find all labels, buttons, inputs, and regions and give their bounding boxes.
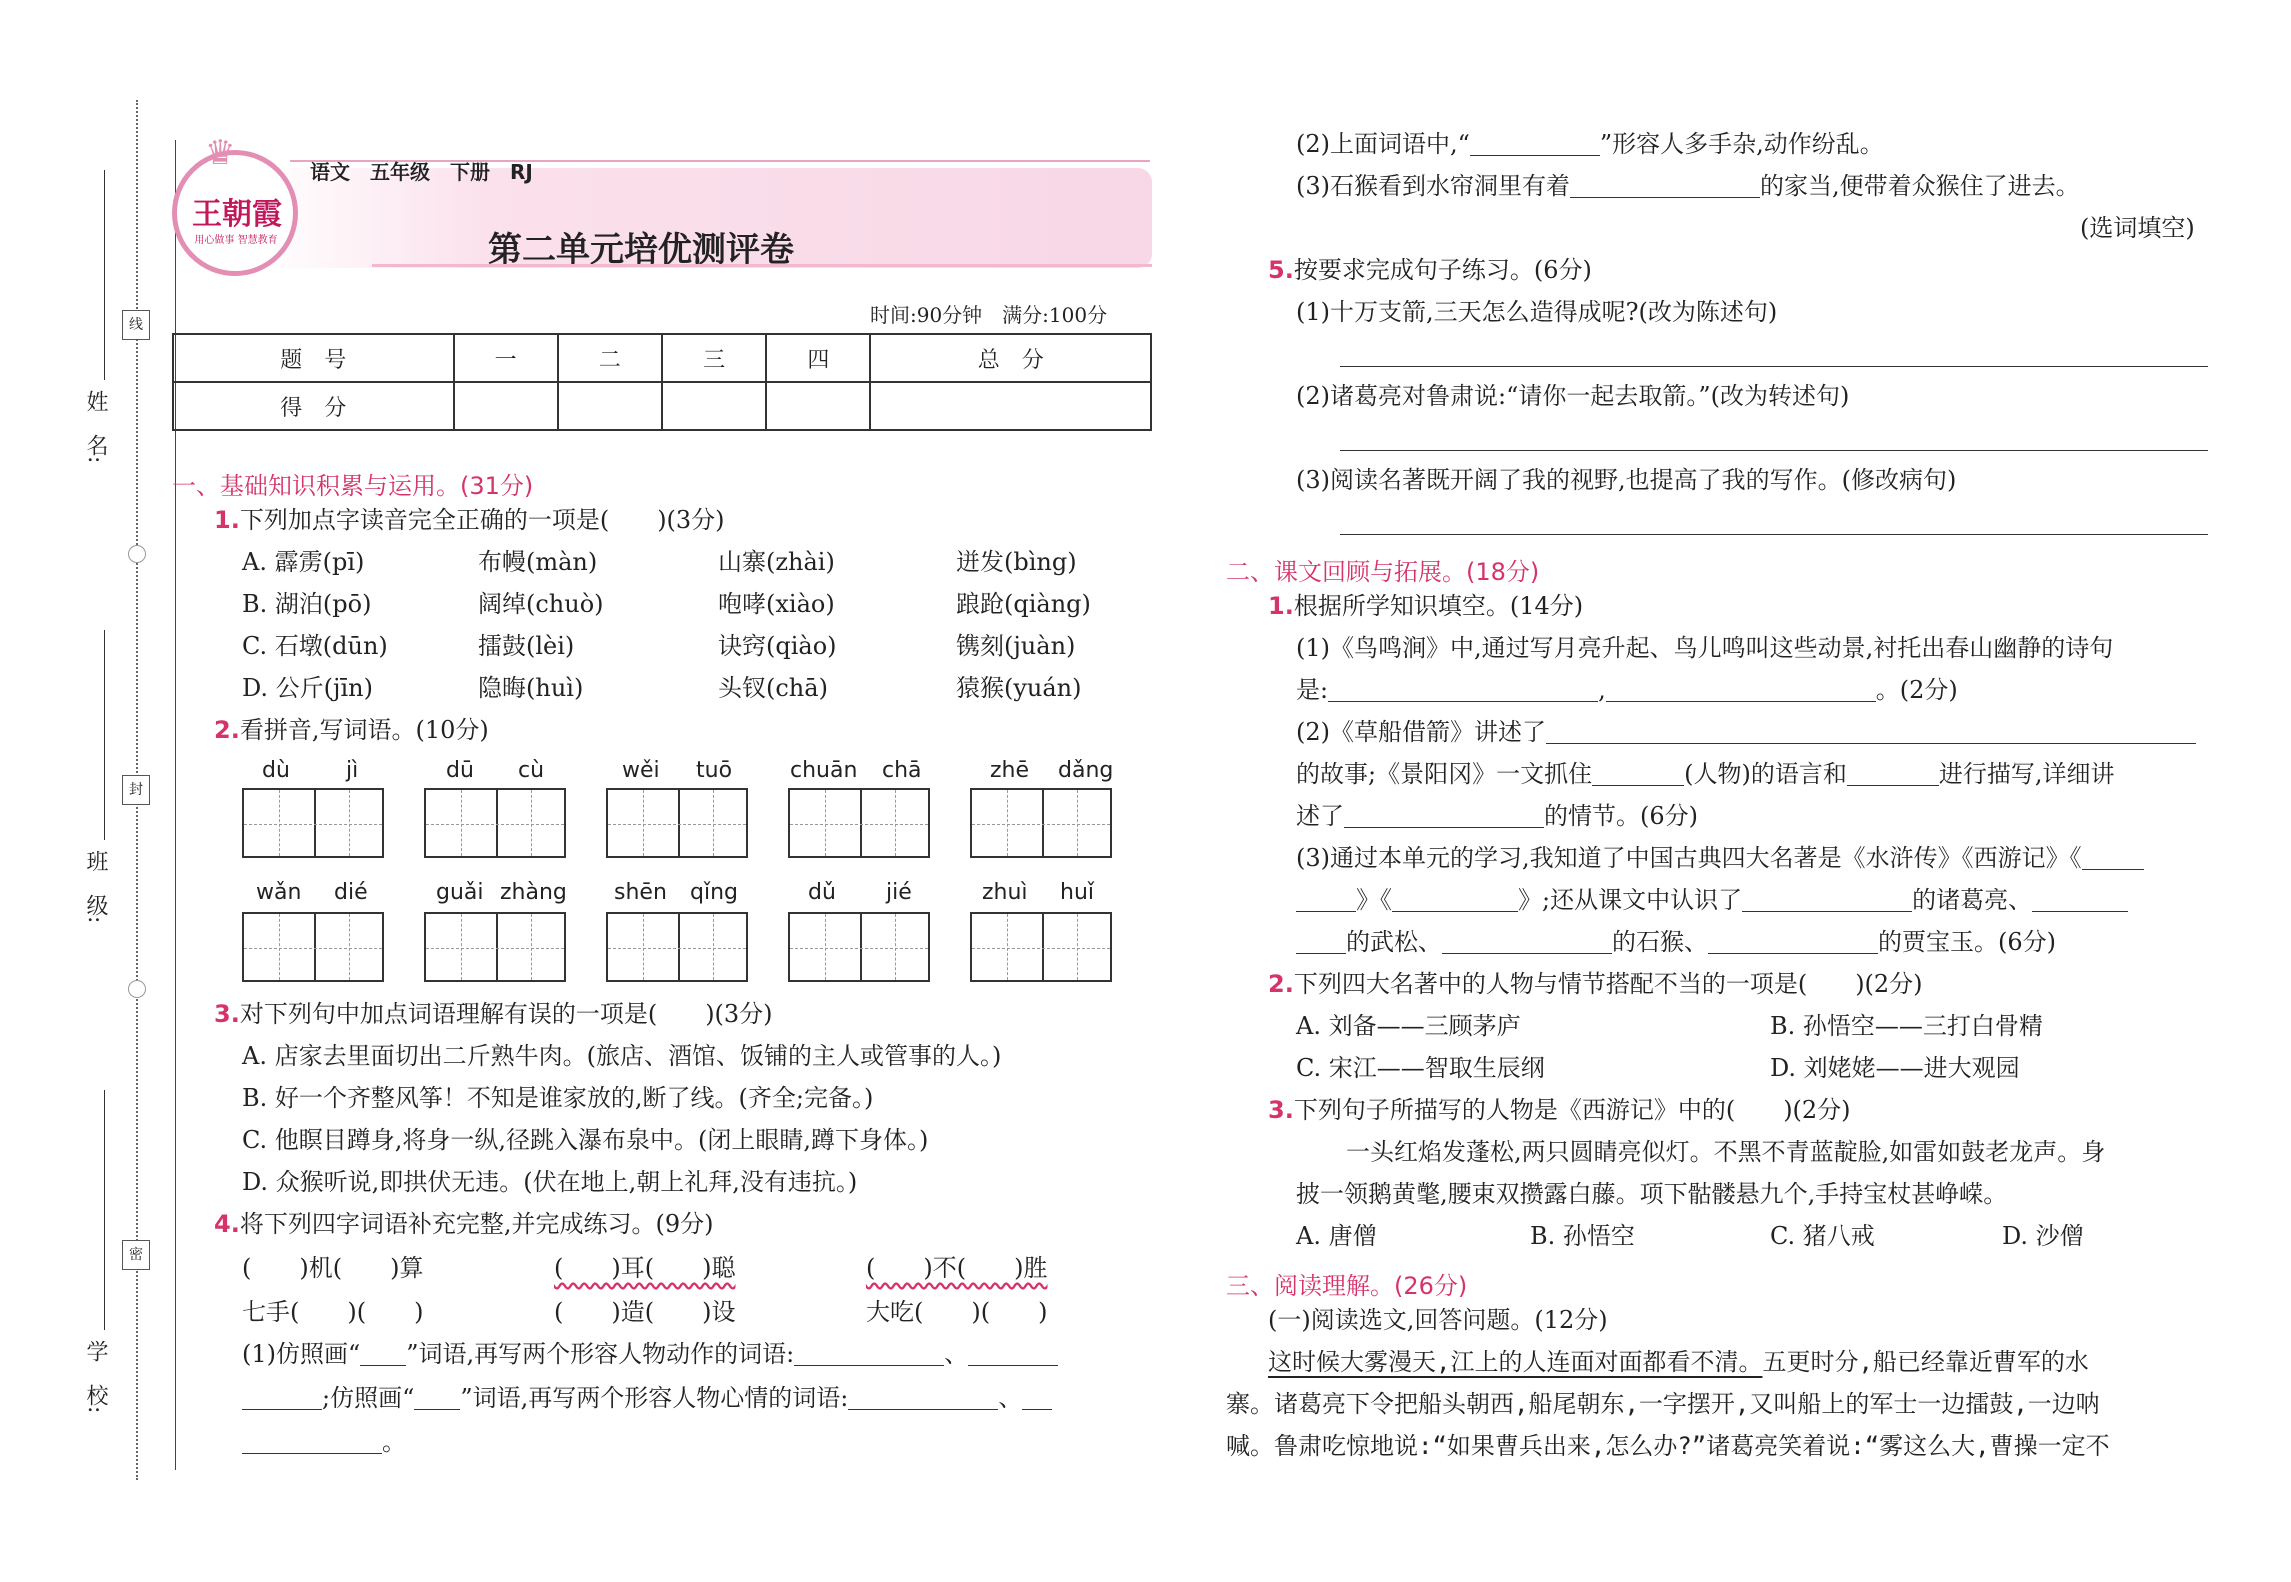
q1-option: 镌刻(juàn) (956, 632, 1076, 660)
s2-q1-p3b: 》《 》;还从课文中认识了 的诸葛亮、 (1296, 888, 2128, 912)
s2-q1-p3c: 的武松、 的石猴、 的贾宝玉。(6分) (1296, 930, 2056, 954)
pinyin: guǎi (436, 880, 484, 905)
answer-line[interactable] (1340, 366, 2208, 367)
answer-blank[interactable] (1742, 889, 1912, 912)
q1-option-c[interactable]: C. 石墩(dūn) (242, 632, 388, 660)
s2-q1-prompt: 1.根据所学知识填空。(14分) (1268, 592, 1584, 620)
q4-sub2-end: 。 (242, 1430, 406, 1454)
q2-prompt: 2.看拼音,写词语。(10分) (214, 716, 489, 744)
q4-prompt: 4.将下列四字词语补充完整,并完成练习。(9分) (214, 1210, 714, 1238)
answer-blank[interactable] (1392, 889, 1518, 912)
q1-option: 踉跄(qiàng) (956, 590, 1091, 618)
q1-option-b[interactable]: B. 湖泊(pō) (242, 590, 372, 618)
writing-grid[interactable] (788, 912, 930, 982)
score-header: 题 号 (173, 334, 454, 382)
idiom-blank[interactable]: ( )机( )算 (242, 1254, 424, 1282)
idiom-blank[interactable]: ( )造( )设 (554, 1298, 736, 1326)
score-header: 总 分 (870, 334, 1151, 382)
time-info: 时间:90分钟 满分:100分 (870, 303, 1108, 327)
q3-option-d[interactable]: D. 众猴听说,即拱伏无违。(伏在地上,朝上礼拜,没有违抗。) (242, 1168, 858, 1196)
writing-grid[interactable] (970, 788, 1112, 858)
q1-option: 咆哮(xiào) (718, 590, 835, 618)
pinyin: zhàng (500, 880, 567, 905)
q3-option-c[interactable]: C. 他瞑目蹲身,将身一纵,径跳入瀑布泉中。(闭上眼睛,蹲下身体。) (242, 1126, 929, 1154)
pinyin: zhē (990, 758, 1030, 783)
s2-q3-option-c[interactable]: C. 猪八戒 (1770, 1222, 1875, 1250)
page-title: 第二单元培优测评卷 (488, 230, 794, 270)
idiom-blank[interactable]: ( )不( )胜 (866, 1254, 1048, 1282)
school-label: 学 校: (83, 1340, 108, 1414)
pinyin: tuō (696, 758, 733, 783)
passage-line: 喊。鲁肃吃惊地说:“如果曹兵出来,怎么办?”诸葛亮笑着说:“雾这么大,曹操一定不 (1226, 1432, 2110, 1460)
q1-option: 猿猴(yuán) (956, 674, 1082, 702)
q1-option: 山寨(zhài) (718, 548, 835, 576)
s2-q1-p1: (1)《鸟鸣涧》中,通过写月亮升起、鸟儿鸣叫这些动景,衬托出春山幽静的诗句 (1296, 634, 2114, 662)
score-cell[interactable] (662, 382, 766, 430)
class-label: 班 级: (83, 850, 108, 924)
q1-option-a[interactable]: A. 霹雳(pī) (242, 548, 365, 576)
s2-q2-option-c[interactable]: C. 宋江——智取生辰纲 (1296, 1054, 1545, 1082)
answer-blank[interactable] (968, 1343, 1058, 1366)
s3-subtitle: (一)阅读选文,回答问题。(12分) (1268, 1306, 1608, 1334)
brand-name: 王朝霞 (192, 197, 282, 232)
brand-logo (172, 133, 298, 276)
q4-sub2: ;仿照画“ ”词语,再写两个形容人物心情的词语: 、 (242, 1386, 1052, 1410)
s2-q2-prompt: 2.下列四大名著中的人物与情节搭配不当的一项是( )(2分) (1268, 970, 1923, 998)
section1-title: 一、基础知识积累与运用。(31分) (172, 472, 534, 500)
answer-blank[interactable] (1847, 763, 1939, 786)
q1-option: 阔绰(chuò) (478, 590, 604, 618)
pinyin: huǐ (1060, 880, 1094, 905)
pinyin: chā (882, 758, 922, 783)
writing-grid[interactable] (606, 788, 748, 858)
q4-sub1: (1)仿照画“ ”词语,再写两个形容人物动作的词语: 、 (242, 1342, 1058, 1366)
name-field[interactable] (104, 170, 105, 380)
answer-blank[interactable] (360, 1343, 406, 1366)
writing-grid[interactable] (606, 912, 748, 982)
pinyin: wǎn (256, 880, 302, 905)
writing-grid[interactable] (788, 788, 930, 858)
s2-q3-option-b[interactable]: B. 孙悟空 (1530, 1222, 1635, 1250)
q1-option: 隐晦(huì) (478, 674, 584, 702)
q3-prompt: 3.对下列句中加点词语理解有误的一项是( )(3分) (214, 1000, 773, 1028)
q3-option-a[interactable]: A. 店家去里面切出二斤熟牛肉。(旅店、酒馆、饭铺的主人或管事的人。) (242, 1042, 1002, 1070)
answer-blank[interactable] (1470, 133, 1600, 156)
answer-blank[interactable] (1296, 931, 1346, 954)
pinyin: dù (262, 758, 290, 783)
pinyin: dū (446, 758, 474, 783)
answer-blank[interactable] (1328, 679, 1598, 702)
pinyin: shēn (614, 880, 667, 905)
answer-blank[interactable] (1296, 889, 1356, 912)
score-cell[interactable] (558, 382, 662, 430)
writing-grid[interactable] (242, 912, 384, 982)
score-table (172, 333, 1152, 431)
line-mark: 线 (122, 310, 150, 340)
answer-blank[interactable] (1570, 175, 1760, 198)
q1-option: 布幔(màn) (478, 548, 598, 576)
answer-blank[interactable] (1546, 721, 2196, 744)
s2-q3-poem: 一头红焰发蓬松,两只圆睛亮似灯。不黑不青蓝靛脸,如雷如鼓老龙声。身 (1346, 1138, 2106, 1166)
q4-note: (选词填空) (2080, 214, 2195, 242)
crown-icon: ♛ (205, 133, 236, 173)
writing-grid[interactable] (424, 912, 566, 982)
pinyin: dǎng (1058, 758, 1114, 783)
s2-q1-p2: (2)《草船借箭》讲述了 (1296, 720, 2196, 744)
score-header: 一 (454, 334, 558, 382)
idiom-blank[interactable]: 七手( )( ) (242, 1298, 424, 1326)
q5-sub2: (2)诸葛亮对鲁肃说:“请你一起去取箭。”(改为转述句) (1296, 382, 1850, 410)
answer-blank[interactable] (2032, 889, 2128, 912)
q5-prompt: 5.按要求完成句子练习。(6分) (1268, 256, 1592, 284)
score-header: 二 (558, 334, 662, 382)
score-header: 四 (766, 334, 870, 382)
pinyin: jì (346, 758, 359, 783)
q1-option: 迸发(bìng) (956, 548, 1077, 576)
q3-option-b[interactable]: B. 好一个齐整风筝！不知是谁家放的,断了线。(齐全;完备。) (242, 1084, 874, 1112)
s2-q1-p2b: 的故事;《景阳冈》一文抓住 (人物)的语言和 进行描写,详细讲 (1296, 760, 2115, 788)
pinyin: chuān (790, 758, 858, 783)
answer-blank[interactable] (794, 1343, 944, 1366)
q1-option: 头钗(chā) (718, 674, 828, 702)
writing-grid[interactable] (424, 788, 566, 858)
answer-blank[interactable] (1442, 931, 1612, 954)
answer-blank[interactable] (2082, 847, 2144, 870)
s2-q1-p2c: 述了 的情节。(6分) (1296, 802, 1698, 830)
answer-blank[interactable] (1606, 679, 1876, 702)
underlined-sentence: 这时候大雾漫天,江上的人连面对面都看不清。 (1268, 1348, 1763, 1376)
q4-sub3: (3)石猴看到水帘洞里有着 的家当,便带着众猴住了进去。 (1296, 172, 2080, 200)
s2-q1-p1b: 是: , 。(2分) (1296, 676, 1958, 704)
q1-option-d[interactable]: D. 公斤(jīn) (242, 674, 373, 702)
class-field[interactable] (104, 630, 105, 840)
answer-blank[interactable] (1592, 763, 1684, 786)
q1-option: 擂鼓(lèi) (478, 632, 575, 660)
s2-q2-option-a[interactable]: A. 刘备——三顾茅庐 (1296, 1012, 1521, 1040)
answer-blank[interactable] (1022, 1387, 1052, 1410)
s2-q3-poem: 披一领鹅黄氅,腰束双攒露白藤。项下骷髅悬九个,手持宝杖甚峥嵘。 (1296, 1180, 2008, 1208)
s2-q3-option-d[interactable]: D. 沙僧 (2002, 1222, 2084, 1250)
score-cell[interactable] (870, 382, 1151, 430)
pinyin: dié (334, 880, 368, 905)
name-label: 姓 名: (83, 390, 108, 464)
score-cell[interactable] (454, 382, 558, 430)
answer-line[interactable] (1340, 450, 2208, 451)
answer-blank[interactable] (1708, 931, 1878, 954)
writing-grid[interactable] (970, 912, 1112, 982)
s2-q1-p3: (3)通过本单元的学习,我知道了中国古典四大名著是《水浒传》《西游记》《 (1296, 846, 2144, 870)
answer-blank[interactable] (242, 1387, 322, 1410)
idiom-blank[interactable]: ( )耳( )聪 (554, 1254, 736, 1282)
s2-q3-option-a[interactable]: A. 唐僧 (1296, 1222, 1377, 1250)
pinyin: cù (518, 758, 545, 783)
pinyin: wěi (622, 758, 660, 783)
score-label: 得 分 (173, 382, 454, 430)
answer-blank[interactable] (1344, 805, 1544, 828)
s2-q3-prompt: 3.下列句子所描写的人物是《西游记》中的( )(2分) (1268, 1096, 1851, 1124)
pinyin: dǔ (808, 880, 836, 905)
section3-title: 三、阅读理解。(26分) (1226, 1272, 1468, 1300)
s2-q2-option-d[interactable]: D. 刘姥姥——进大观园 (1770, 1054, 2020, 1082)
binding-hole-icon (128, 545, 146, 563)
brand-sub: 用心做事 智慧教育 (194, 235, 278, 246)
title-underline (372, 264, 1152, 267)
answer-blank[interactable] (242, 1431, 382, 1454)
writing-grid[interactable] (242, 788, 384, 858)
score-header: 三 (662, 334, 766, 382)
answer-blank[interactable] (848, 1387, 998, 1410)
pinyin: jié (886, 880, 912, 905)
q5-sub3: (3)阅读名著既开阔了我的视野,也提高了我的写作。(修改病句) (1296, 466, 1957, 494)
answer-line[interactable] (1340, 534, 2208, 535)
answer-blank[interactable] (414, 1387, 460, 1410)
school-field[interactable] (104, 1090, 105, 1330)
idiom-blank[interactable]: 大吃( )( ) (866, 1298, 1048, 1326)
passage-line: 这时候大雾漫天,江上的人连面对面都看不清。五更时分,船已经靠近曹军的水 (1268, 1348, 2089, 1376)
section2-title: 二、课文回顾与拓展。(18分) (1226, 558, 1540, 586)
q1-prompt: 1.下列加点字读音完全正确的一项是( )(3分) (214, 506, 725, 534)
secret-mark: 密 (122, 1240, 150, 1270)
pinyin: qǐng (690, 880, 738, 905)
seal-mark: 封 (122, 775, 150, 805)
q4-sub2b: (2)上面词语中,“ ”形容人多手杂,动作纷乱。 (1296, 130, 1884, 158)
score-cell[interactable] (766, 382, 870, 430)
subject-line: 语文 五年级 下册 RJ (310, 160, 533, 184)
pinyin: zhuì (982, 880, 1028, 905)
q1-option: 诀窍(qiào) (718, 632, 837, 660)
s2-q2-option-b[interactable]: B. 孙悟空——三打白骨精 (1770, 1012, 2043, 1040)
binding-hole-icon (128, 980, 146, 998)
passage-line: 寨。诸葛亮下令把船头朝西,船尾朝东,一字摆开,又叫船上的军士一边擂鼓,一边呐 (1226, 1390, 2100, 1418)
q5-sub1: (1)十万支箭,三天怎么造得成呢?(改为陈述句) (1296, 298, 1778, 326)
